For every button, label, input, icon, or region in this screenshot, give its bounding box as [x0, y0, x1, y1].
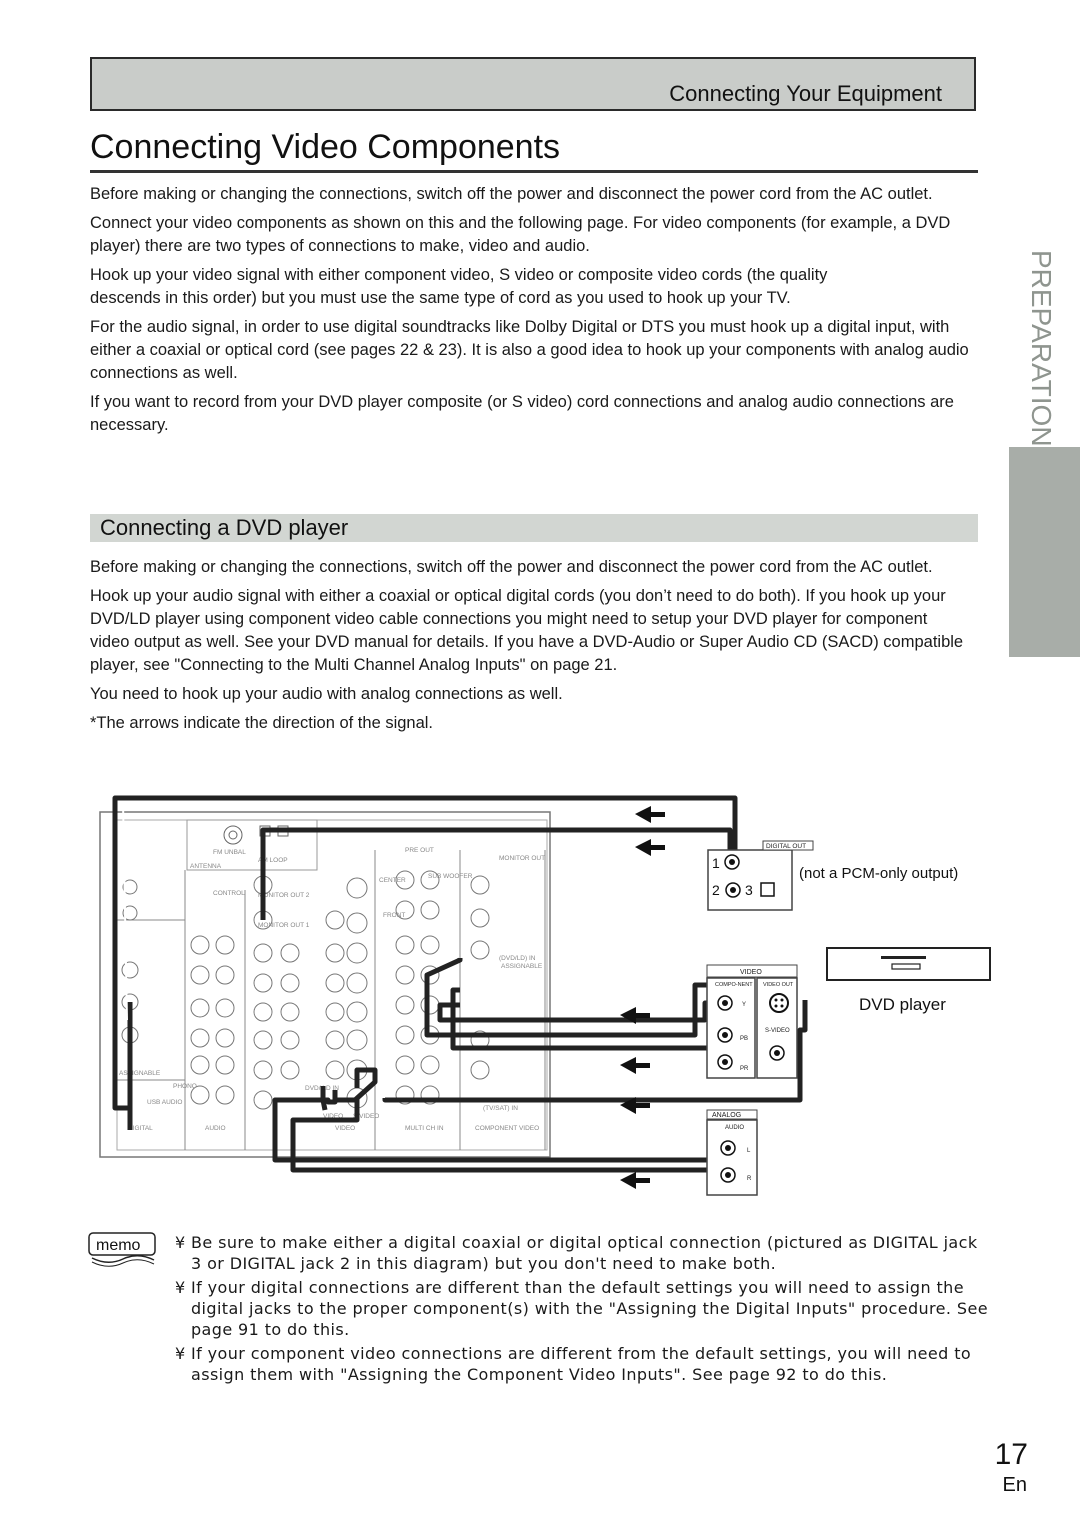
rx-tvsat-label: (TV/SAT) IN: [483, 1105, 518, 1112]
memo-label: memo: [96, 1237, 141, 1254]
rx-digital-label: DIGITAL: [128, 1125, 153, 1132]
cable-digital-coax: [263, 830, 730, 920]
rx-dvdld-in-label: (DVD/LD) IN: [499, 955, 536, 962]
intro-paragraph: Connect your video components as shown on this and the following page. For video components (for example, a DVD player) there are two types of connections to make, video and audio.: [90, 214, 951, 255]
svideo-label: S-VIDEO: [765, 1028, 790, 1034]
rx-dvdld-label: DVD/ LD IN: [305, 1085, 339, 1092]
intro-paragraph: Hook up your video signal with either component video, S video or composite video cords (the quality descends in this order) but you must use the same type of cord as you used to hook up your TV.: [90, 266, 828, 307]
analog-label: ANALOG: [712, 1112, 742, 1119]
memo-item: [175, 1277, 990, 1340]
r-label: R: [747, 1176, 752, 1182]
cable-svideo-loop: [335, 1070, 375, 1102]
rx-svideo-label: S VIDEO: [353, 1113, 380, 1120]
memo-item: [175, 1343, 990, 1385]
memo-item: [175, 1232, 990, 1274]
arrow-left-icon: [620, 1057, 650, 1074]
rx-mon2-label: MONITOR OUT 2: [258, 892, 310, 899]
intro-paragraph: For the audio signal, in order to use digital soundtracks like Dolby Digital or DTS you must hook up a digital input, with either a coaxial or optical cord (see pages 22 & 23). It is also a good idea to hook up your components with analog audio connections as well.: [90, 318, 969, 382]
memo-bullet: ¥: [175, 1278, 186, 1297]
section-header-title: Connecting Your Equipment: [669, 81, 942, 106]
cable-component-pb: [440, 1003, 720, 1020]
side-label-container: [1005, 250, 1080, 447]
section-paragraph: Hook up your audio signal with either a coaxial or optical digital cords (you don’t need to do both). If you hook up your DVD/LD player using component video cable connections you might need to setup your DVD player for component video output as well. See your DVD manual for details. If you have a DVD-Audio or Super Audio CD (SACD) compatible player, see "Connecting to the Multi Channel Analog Inputs" on page 21.: [90, 587, 964, 674]
dvd-player-label: DVD player: [859, 995, 946, 1014]
jack-1-label: 1: [712, 855, 720, 871]
y-label: Y: [742, 1002, 747, 1008]
pr-label: PR: [740, 1066, 749, 1072]
rx-control-label: CONTROL: [213, 890, 245, 897]
memo-item-text: Be sure to make either a digital coaxial or digital optical connection (pictured as DIGITAL jack 3 or DIGITAL jack 2 in this diagram) but you don't need to make both.: [191, 1233, 978, 1273]
section-header-bar: [90, 57, 976, 111]
arrow-left-icon: [635, 839, 665, 856]
rx-fm-label: FM UNBAL: [213, 849, 246, 856]
connection-diagram: [95, 790, 995, 1200]
signal-arrows: [620, 806, 665, 1189]
svideo-jack-icon: [770, 994, 788, 1012]
dvd-analog-panel: [707, 1110, 757, 1195]
rx-multich-label: MULTI CH IN: [405, 1125, 444, 1132]
section-paragraph: *The arrows indicate the direction of the signal.: [90, 714, 434, 732]
l-label: L: [747, 1148, 751, 1154]
subsection-title: Connecting a DVD player: [100, 515, 349, 540]
pb-label: PB: [740, 1036, 749, 1042]
arrow-left-icon: [620, 1172, 650, 1189]
arrow-left-icon: [635, 806, 665, 823]
optical-jack-icon: [761, 883, 774, 896]
memo-bullet: ¥: [175, 1233, 186, 1252]
rx-antenna-label: ANTENNA: [190, 863, 222, 870]
rx-compvideo-label: COMPONENT VIDEO: [475, 1125, 540, 1132]
video-panel-label: VIDEO: [740, 969, 762, 976]
side-label: PREPARATION: [1026, 250, 1057, 447]
rx-monitor-label: MONITOR OUT: [499, 855, 546, 862]
intro-paragraph: Before making or changing the connections, switch off the power and disconnect the power cord from the AC outlet.: [90, 185, 933, 203]
cable-video-stub: [323, 1086, 325, 1110]
rx-sub-label: SUB WOOFER: [428, 873, 473, 880]
cable-component-y: [427, 958, 720, 1035]
dvd-digital-out-panel: [708, 841, 958, 910]
memo-list: [175, 1232, 990, 1388]
page-language: En: [1002, 1474, 1027, 1496]
memo-item-text: If your component video connections are different from the default settings, you will need to assign them with "Assigning the Component Video Inputs". See page 92 to do this.: [191, 1344, 972, 1384]
memo-bullet: ¥: [175, 1344, 186, 1363]
rx-usb-label: USB AUDIO: [147, 1099, 183, 1106]
section-paragraph: Before making or changing the connections, switch off the power and disconnect the power cord from the AC outlet.: [90, 558, 933, 576]
memo-item-text: If your digital connections are different than the default settings you will need to assign the digital jacks to the proper component(s) with the "Assigning the Digital Inputs" procedure. See page 91 to do this.: [191, 1278, 988, 1339]
title-divider: [90, 170, 978, 173]
rx-video-s-label: VIDEO: [323, 1113, 344, 1120]
audio-label: AUDIO: [725, 1125, 745, 1131]
rx-phono-label: PHONO: [173, 1083, 197, 1090]
digital-out-label: DIGITAL OUT: [766, 843, 807, 850]
rx-assignable-label: ASSIGNABLE: [501, 963, 543, 970]
section-text: [90, 556, 970, 741]
video-out-label: VIDEO OUT: [763, 982, 794, 988]
rx-mon1-label: MONITOR OUT 1: [258, 922, 310, 929]
component-label: COMPO-NENT: [715, 982, 753, 988]
jack-3-label: 3: [745, 882, 753, 898]
page-number: 17: [994, 1438, 1028, 1471]
receiver-labels: [119, 847, 545, 1132]
rx-assignable2-label: ASSIGNABLE: [119, 1070, 161, 1077]
rx-center-label: CENTER: [379, 877, 406, 884]
receiver-jacks: [122, 871, 489, 1109]
rx-front-label: FRONT: [383, 912, 406, 919]
memo-icon: [88, 1232, 158, 1268]
intro-text: [90, 183, 970, 443]
rx-video-label: VIDEO: [335, 1125, 356, 1132]
rx-preout-label: PRE OUT: [405, 847, 434, 854]
pcm-note: (not a PCM-only output): [799, 865, 959, 882]
intro-paragraph: If you want to record from your DVD player composite (or S video) cord connections and analog audio connections are necessary.: [90, 393, 954, 434]
dvd-video-out-panel: [707, 965, 797, 1078]
rx-am-label: AM LOOP: [258, 857, 288, 864]
rx-audio-label: AUDIO: [205, 1125, 226, 1132]
dvd-player-icon: [827, 948, 990, 1014]
subsection-header: [90, 514, 978, 542]
section-paragraph: You need to hook up your audio with analog connections as well.: [90, 685, 563, 703]
jack-2-label: 2: [712, 882, 720, 898]
side-tab: [1009, 447, 1080, 657]
page-title: Connecting Video Components: [90, 128, 561, 166]
